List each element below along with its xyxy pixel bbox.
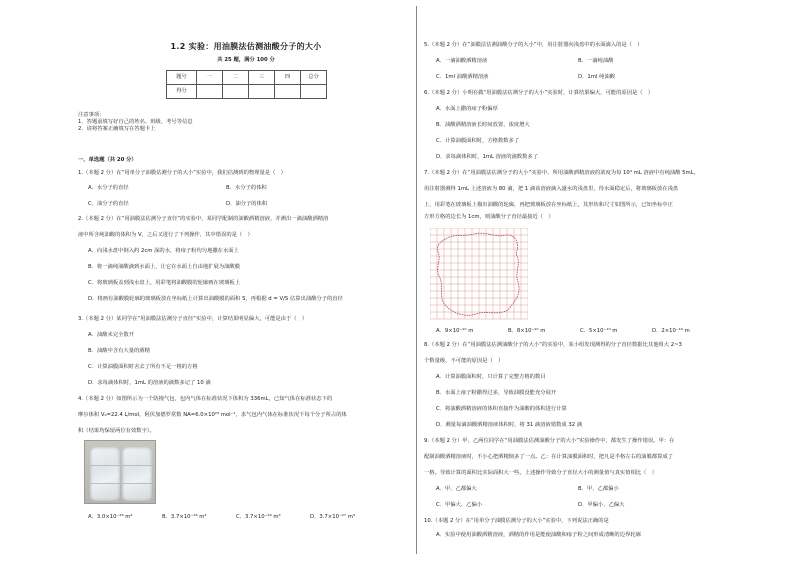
table-row	[167, 85, 327, 99]
option-d: D．测量每滴油酸酒精溶液体积时，将 31 滴溶液错数成 32 滴	[436, 422, 583, 428]
option-d: D．求每滴体积时，1mL 溶液的滴数数多了	[436, 154, 538, 160]
table-row	[167, 71, 327, 85]
option-c: C．1ml 油酸酒精溶液	[436, 74, 489, 80]
option-a: A．向浅水盘中倒入约 2cm 深的水，将痱子粉均匀地撒在水面上	[88, 248, 239, 254]
table-cell: 题号	[167, 71, 197, 85]
question-stem: 1.（本题 2 分）在“用单分子油膜估测分子的大小”实验中，我们估测到的物理量是（ ）	[78, 170, 286, 176]
question-stem: 积（结果均保留两位有效数字）。	[78, 428, 155, 434]
score-cell[interactable]	[223, 85, 249, 99]
section-heading: 一、单选题（共 20 分）	[78, 157, 137, 163]
page-title: 1.2 实验：用油膜法估测油酸分子的大小	[170, 42, 322, 51]
table-cell: 三	[249, 71, 275, 85]
question-stem: 用注射器测得 1mL 上述溶液为 80 滴，把 1 滴该溶液滴入盛水的浅盘里，待水面稳定后，将玻璃板放在浅盘	[424, 186, 679, 192]
option-d: D．求每滴体积时，1mL 的溶液的滴数多记了 10 滴	[88, 380, 211, 386]
question-stem: 8.（本题 2 分）在“用油膜法估测油酸分子的大小”的实验中，某小组发现测得的分子直径数据比其他组大 2~3	[424, 342, 682, 348]
question-stem: 5.（本题 2 分）在“油膜法估测油酸分子的大小”中，用注射器向浅盘中的水面滴入的是（ ）	[424, 42, 643, 48]
question-stem: 个数量级，不可能的原因是（ ）	[424, 358, 504, 364]
airbag-cushion	[90, 447, 120, 501]
option-b: B．油酸中含有大量的酒精	[88, 348, 150, 354]
option-c: C．油分子的直径	[88, 201, 129, 207]
table-cell: 一	[197, 71, 223, 85]
option-a: A．一滴油酸酒精溶液	[436, 58, 488, 64]
option-d: D．1ml 纯油酸	[578, 74, 615, 80]
question-stem: 9.（本题 2 分）甲、乙两位同学在“用油膜法估测油酸分子的大小”实验操作中，都发生了操作错误。甲：在	[424, 438, 675, 444]
score-table	[166, 70, 327, 99]
option-a: A．3.0×10⁻²⁶ m³	[88, 514, 133, 520]
score-cell[interactable]	[301, 85, 327, 99]
option-d: D．2×10⁻¹⁰ m	[652, 328, 690, 334]
option-d: D．油分子的体积	[226, 201, 268, 207]
option-b: B．8×10⁻¹⁰ m	[508, 328, 546, 334]
question-stem: 10.（本题 2 分）在“用单分子油膜估测分子的大小”实验中，下列说法正确的是	[424, 518, 609, 524]
option-a: A．计算油膜面积时，只计算了完整方格的数目	[436, 374, 546, 380]
table-cell: 四	[275, 71, 301, 85]
score-cell[interactable]	[249, 85, 275, 99]
question-stem: 一格。导致计算的面积比实际面积大一些。上述操作导致分子直径大小的测量值与真实值相比（ ）	[424, 470, 658, 476]
table-cell: 得分	[167, 85, 197, 99]
option-b: B．3.7×10⁻²⁶ m³	[162, 514, 207, 520]
option-c: C．计算油膜面积时，方格数数多了	[436, 138, 520, 144]
table-cell: 总分	[301, 71, 327, 85]
question-stem: 方形方格的边长为 1cm，则油酸分子直径最接近（ ）	[424, 214, 554, 220]
option-b: B．油酸酒精溶液长时间放置，浓度增大	[436, 122, 530, 128]
question-stem: 4.（本题 2 分）如图所示为一个防撞气包，包内气体在标准状况下体积为 336mL，已知气体在标准状态下的	[78, 396, 333, 402]
option-b: B．将一滴纯油酸滴到水面上，让它在水面上自由地扩展为油酸膜	[88, 264, 240, 270]
notice-item: 1．答题前填写好自己的姓名、班级、考号等信息	[78, 119, 193, 125]
option-d: D．将画有油酸膜轮廓的玻璃板放在坐标纸上计算出油酸膜的面积 S，再根据 d = V/S 估算出油酸分子的直径	[88, 296, 343, 302]
question-stem: 2.（本题 2 分）在“用油膜法估测分子直径”的实验中，某同学配制的油酸酒精溶液，并测出一滴油酸酒精溶	[78, 216, 329, 222]
table-cell: 二	[223, 71, 249, 85]
option-d: D．3.7×10⁻²⁷ m³	[310, 514, 355, 520]
notice-heading: 注意事项：	[78, 112, 105, 118]
oil-film-grid-figure	[430, 228, 528, 320]
option-c: C．将玻璃板盖到浅水盘上，用彩笔将油酸膜的轮廓画在玻璃板上	[88, 280, 241, 286]
option-b: B．水面上痱子粉撒得过多，导致油膜没能充分展开	[436, 390, 557, 396]
option-b: B．甲、乙都偏小	[578, 486, 619, 492]
option-b: B．水分子的体积	[226, 185, 267, 191]
question-stem: 上，用彩笔在玻璃板上描出油酸的轮廓，再把玻璃板放在坐标纸上，其形状和尺寸如图所示，已知坐标中正	[424, 202, 673, 208]
option-a: A．9×10⁻¹⁰ m	[436, 328, 474, 334]
question-stem: 3.（本题 2 分）某同学在“用油膜法估测分子直径”实验中，计算结果明显偏大，可能是由于（ ）	[78, 316, 308, 322]
score-cell[interactable]	[275, 85, 301, 99]
page-subtitle: 共 25 题，满分 100 分	[217, 57, 275, 63]
notice-item: 2．请将答案正确填写在答题卡上	[78, 126, 156, 132]
question-stem: 7.（本题 2 分）在“用油膜法估测分子的大小”实验中，所用油酸酒精溶液的浓度为每 10⁴ mL 溶液中有纯油酸 5mL，	[424, 170, 699, 176]
airbag-photo	[84, 440, 156, 504]
option-b: B．一滴纯油酸	[578, 58, 614, 64]
option-c: C．3.7×10⁻²⁹ m³	[236, 514, 281, 520]
option-c: C．5×10⁻¹⁰ m	[580, 328, 618, 334]
option-c: C．甲偏大、乙偏小	[436, 502, 483, 508]
question-stem: 6.（本题 2 分）小明在做“用油膜法估测分子的大小”实验时，计算结果偏大，可能的原因是（ ）	[424, 90, 654, 96]
option-d: D．甲偏小、乙偏大	[578, 502, 625, 508]
option-c: C．将油酸酒精溶液的体积直接作为油酸的体积进行计算	[436, 406, 567, 412]
option-c: C．计算油膜面积时舍去了所有不足一格的方格	[88, 364, 198, 370]
oil-film-grid	[430, 228, 528, 320]
question-stem: 液中所含纯油酸的体积为 V，之后又进行了下列操作，其中错误的是（ ）	[78, 232, 253, 238]
question-stem: 摩尔体积 V₀=22.4 L/mol，阿伏加德罗常数 NA=6.0×10²³ mol⁻¹，求气包内气体在标准状况下每个分子所占的体	[78, 412, 347, 418]
score-cell[interactable]	[197, 85, 223, 99]
option-a: A．水面上撒的痱子粉偏厚	[436, 106, 498, 112]
option-a: A．油酸未完全散开	[88, 332, 134, 338]
column-divider	[416, 6, 417, 554]
question-stem: 配制油酸酒精溶液时，不小心把酒精倒多了一点。乙：在计算油膜面积时，把凡是半格左右的油膜都算成了	[424, 454, 673, 460]
option-a: A．甲、乙都偏大	[436, 486, 477, 492]
option-a: A．实验中使用油酸酒精溶液，酒精的作用是能使油酸和痱子粉之间形成清晰的边界轮廓	[436, 532, 641, 538]
option-a: A．水分子的直径	[88, 185, 129, 191]
airbag-cushion	[122, 447, 152, 501]
